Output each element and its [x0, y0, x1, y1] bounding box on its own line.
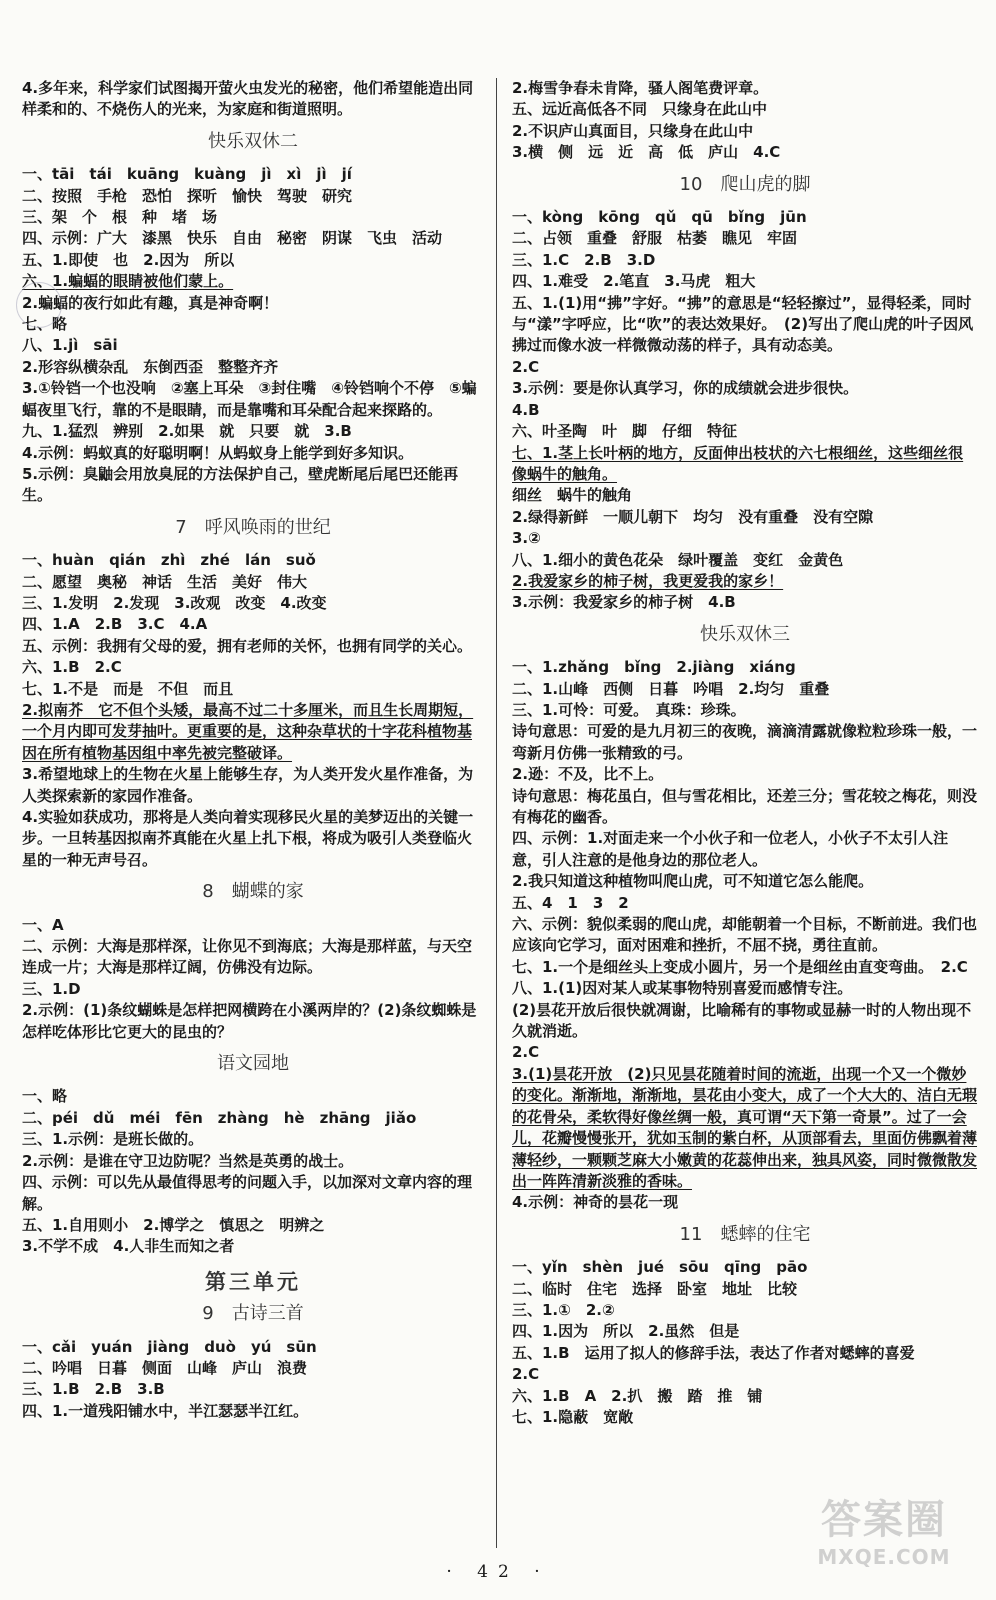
answer-line: 三、1.① 2.②	[512, 1300, 615, 1319]
answer-line: 2.拟南芥 它不但个头矮，最高不过二十多厘米，而且生长周期短，一个月内即可发芽抽叶。更重要的是，这种杂草状的十字花科植物基因在所有植物基因组中率先被完整破译。	[22, 700, 474, 762]
answer-line: (2)昙花开放后很快就凋谢，比喻稀有的事物或显赫一时的人物出现不久就消逝。	[512, 1000, 972, 1041]
answer-line: 3.希望地球上的生物在火星上能够生存，为人类开发火星作准备，为人类探索新的家园作准备。	[22, 765, 474, 805]
answer-line: 五、1.即使 也 2.因为 所以	[22, 250, 235, 269]
page-number: · 42 ·	[446, 1562, 550, 1582]
answer-line: 一、1.zhǎng bǐng 2.jiàng xiáng	[512, 658, 796, 677]
answer-line: 二、按照 手枪 恐怕 探听 愉快 驾驶 研究	[22, 186, 353, 205]
answer-line: 2.C	[512, 1043, 540, 1062]
answer-line: 2.形容纵横杂乱 东倒西歪 整整齐齐	[22, 357, 279, 376]
answer-line: 2.逊：不及，比不上。	[512, 765, 664, 784]
section-title: 11 蟋蟀的住宅	[679, 1223, 811, 1245]
answer-line: 3.横 侧 远 近 高 低 庐山 4.C	[512, 143, 781, 162]
answer-line: 一、略	[22, 1087, 68, 1106]
answer-line: 三、1.B 2.B 3.B	[22, 1380, 165, 1399]
answer-line: 2.示例：(1)条纹蝴蛛是怎样把网横跨在小溪两岸的？(2)条纹蜘蛛是怎样吃体形比它更大的昆虫的？	[22, 1001, 477, 1041]
answer-line: 七、1.一个是细丝头上变成小圆片，另一个是细丝由直变弯曲。 2.C	[512, 957, 968, 976]
answer-line: 五、示例：我拥有父母的爱，拥有老师的关怀，也拥有同学的关心。	[22, 636, 473, 655]
answer-line: 二、愿望 奥秘 神话 生活 美好 伟大	[22, 572, 308, 591]
answer-line: 2.C	[512, 357, 540, 376]
answer-line: 诗句意思：可爱的是九月初三的夜晚，滴滴清露就像粒粒珍珠一般，一弯新月仿佛一张精致的弓。	[512, 722, 978, 762]
column-divider	[496, 78, 497, 1548]
answer-line: 一、tāi tái kuāng kuàng jì xì jì jí	[22, 165, 352, 184]
answer-line: 三、架 个 根 种 堵 场	[22, 208, 218, 227]
answer-line: 四、1.A 2.B 3.C 4.A	[22, 615, 208, 634]
answer-line: 2.我只知道这种植物叫爬山虎，可不知道它怎么能爬。	[512, 872, 874, 891]
section-title: 9 古诗三首	[202, 1303, 304, 1325]
answer-line: 二、示例：大海是那样深，让你见不到海底；大海是那样蓝，与天空连成一片；大海是那样辽阔，仿佛没有边际。	[22, 937, 473, 977]
answer-line: 七、略	[22, 315, 68, 334]
answer-line: 2.蝙蝠的夜行如此有趣，真是神奇啊！	[22, 293, 279, 312]
answer-line: 2.不识庐山真面目，只缘身在此山中	[512, 121, 754, 140]
answer-line: 四、1.难受 2.笔直 3.马虎 粗大	[512, 272, 756, 291]
answer-line: 一、huàn qián zhì zhé lán suǒ	[22, 551, 316, 570]
answer-line: 七、1.不是 而是 不但 而且	[22, 679, 234, 698]
answer-line: 八、1.细小的黄色花朵 绿叶覆盖 变红 金黄色	[512, 550, 844, 569]
answer-line: 5.示例：臭鼬会用放臭屁的方法保护自己，壁虎断尾后尾巴还能再生。	[22, 464, 459, 505]
answer-line: 二、吟唱 日暮 侧面 山峰 庐山 浪费	[22, 1358, 308, 1377]
answer-line: 六、1.B 2.C	[22, 658, 122, 677]
answer-line: 六、叶圣陶 叶 脚 仔细 特征	[512, 422, 738, 441]
answer-line: 3.②	[512, 529, 541, 548]
answer-line: 3.(1)昙花开放 (2)只见昙花随着时间的流逝，出现一个又一个微妙的变化。渐渐地，渐渐地，昙花由小变大，成了一个大大的、洁白无瑕的花骨朵，柔软得好像丝绸一般，真可谓“天下第一奇景”。过了一会儿，花瓣慢慢张开，犹如玉制的紫白杯，从顶部看去，里面仿佛飘着薄薄轻纱，一颗颗芝麻大小嫩黄的花蕊伸出来，独具风姿，同时微微散发出一阵阵清新淡雅的香味。	[512, 1064, 978, 1190]
answer-line: 四、1.一道残阳铺水中，半江瑟瑟半江红。	[22, 1401, 309, 1420]
answer-line: 四、示例：1.对面走来一个小伙子和一位老人，小伙子不太引人注意，引人注意的是他身边的那位老人。	[512, 829, 949, 869]
answer-line: 七、1.茎上长叶柄的地方，反面伸出枝状的六七根细丝，这些细丝很像蜗牛的触角。	[512, 443, 964, 483]
section-title: 快乐双休三	[700, 623, 790, 645]
answer-line: 4.示例：神奇的昙花一现	[512, 1193, 679, 1212]
answer-line: 四、示例：广大 漆黑 快乐 自由 秘密 阴谋 飞虫 活动	[22, 229, 443, 248]
answer-line: 一、yǐn shèn jué sōu qīng pāo	[512, 1258, 808, 1277]
answer-line: 3.示例：我爱家乡的柿子树 4.B	[512, 593, 736, 612]
answer-line: 五、1.自用则小 2.博学之 慎思之 明辨之	[22, 1215, 325, 1234]
answer-line: 三、1.发明 2.发现 3.改观 改变 4.改变	[22, 593, 327, 612]
answer-line: 四、1.因为 所以 2.虽然 但是	[512, 1322, 740, 1341]
answer-line: 二、péi dǔ méi fēn zhàng hè zhāng jiǎo	[22, 1108, 417, 1127]
answer-line: 六、1.B A 2.扒 搬 踏 推 铺	[512, 1386, 763, 1405]
answer-line: 3.①铃铛一个也没响 ②塞上耳朵 ③封住嘴 ④铃铛响个不停 ⑤蝙蝠夜里飞行，靠的不是眼睛，而是靠嘴和耳朵配合起来探路的。	[22, 379, 477, 419]
answer-line: 六、示例：貌似柔弱的爬山虎，却能朝着一个目标，不断前进。我们也应该向它学习，面对困难和挫折，不屈不挠，勇往直前。	[512, 915, 978, 955]
watermark-line1: 答案圈	[821, 1497, 947, 1543]
answer-line: 一、A	[22, 915, 64, 934]
answer-line: 九、1.猛烈 辨别 2.如果 就 只要 就 3.B	[22, 422, 352, 441]
answer-line: 三、1.D	[22, 979, 81, 998]
answer-line: 2.绿得新鲜 一顺儿朝下 均匀 没有重叠 没有空隙	[512, 507, 874, 526]
answer-line: 2.C	[512, 1365, 540, 1384]
answer-line: 3.不学不成 4.人非生而知之者	[22, 1237, 235, 1256]
answer-line: 五、远近高低各不同 只缘身在此山中	[512, 100, 768, 119]
answer-line: 七、1.隐蔽 宽敞	[512, 1407, 634, 1426]
answer-line: 4.示例：蚂蚁真的好聪明啊！从蚂蚁身上能学到好多知识。	[22, 443, 414, 462]
section-title: 第三单元	[205, 1269, 301, 1294]
answer-line: 3.示例：要是你认真学习，你的成绩就会进步很快。	[512, 379, 859, 398]
answer-line: 二、1.山峰 西侧 日暮 吟唱 2.均匀 重叠	[512, 679, 830, 698]
answer-line: 五、1.B 运用了拟人的修辞手法，表达了作者对蟋蟀的喜爱	[512, 1343, 915, 1362]
answer-line: 五、4 1 3 2	[512, 893, 629, 912]
section-title: 10 爬山虎的脚	[679, 173, 811, 195]
answer-line: 一、kòng kōng qǔ qū bǐng jūn	[512, 208, 807, 227]
answer-line: 二、占领 重叠 舒服 枯萎 瞧见 牢固	[512, 229, 798, 248]
watermark-line2: MXQE.COM	[817, 1545, 951, 1569]
answer-line: 八、1.(1)因对某人或某事物特别喜爱而感情专注。	[512, 979, 853, 998]
answer-line: 二、临时 住宅 选择 卧室 地址 比较	[512, 1279, 798, 1298]
answer-line: 细丝 蜗牛的触角	[512, 486, 633, 505]
answer-line: 六、1.蝙蝠的眼睛被他们蒙上。	[22, 272, 234, 291]
section-title: 快乐双休二	[208, 130, 298, 152]
watermark-logo	[794, 1496, 974, 1586]
answer-line: 4.多年来，科学家们试图揭开萤火虫发光的秘密，他们希望能造出同样柔和的、不烧伤人的光来，为家庭和街道照明。	[22, 79, 474, 119]
right-column	[512, 78, 978, 1428]
left-column	[22, 78, 484, 1422]
answer-line: 一、cǎi yuán jiàng duò yú sūn	[22, 1337, 317, 1356]
answer-line: 2.梅雪争春未肯降，骚人阁笔费评章。	[512, 79, 769, 97]
answer-line: 2.我爱家乡的柿子树，我更爱我的家乡！	[512, 571, 784, 590]
answer-line: 4.实验如获成功，那将是人类向着实现移民火星的美梦迈出的关键一步。一旦转基因拟南芥真能在火星上扎下根，将成为吸引人类登临火星的一种无声号召。	[22, 808, 474, 869]
answer-line: 三、1.可怜：可爱。 真珠：珍珠。	[512, 700, 746, 719]
section-title: 8 蝴蝶的家	[202, 881, 304, 903]
section-title: 7 呼风唤雨的世纪	[175, 516, 331, 538]
answer-line: 三、1.C 2.B 3.D	[512, 250, 656, 269]
section-title: 语文园地	[217, 1053, 289, 1075]
answer-line: 诗句意思：梅花虽白，但与雪花相比，还差三分；雪花较之梅花，则没有梅花的幽香。	[512, 786, 978, 826]
answer-line: 八、1.jì sāi	[22, 336, 118, 355]
stamp-mark	[16, 282, 62, 328]
answer-line: 四、示例：可以先从最值得思考的问题入手，以加深对文章内容的理解。	[22, 1173, 473, 1213]
answer-line: 五、1.(1)用“拂”字好。“拂”的意思是“轻轻擦过”，显得轻柔，同时与“漾”字呼应，比“吹”的表达效果好。 (2)写出了爬山虎的叶子因风拂过而像水波一样微微动荡的样子，具有动态美。	[512, 293, 974, 355]
answer-line: 三、1.示例：是班长做的。	[22, 1130, 204, 1149]
answer-line: 2.示例：是谁在守卫边防呢？当然是英勇的战士。	[22, 1151, 354, 1170]
answer-line: 4.B	[512, 400, 540, 419]
